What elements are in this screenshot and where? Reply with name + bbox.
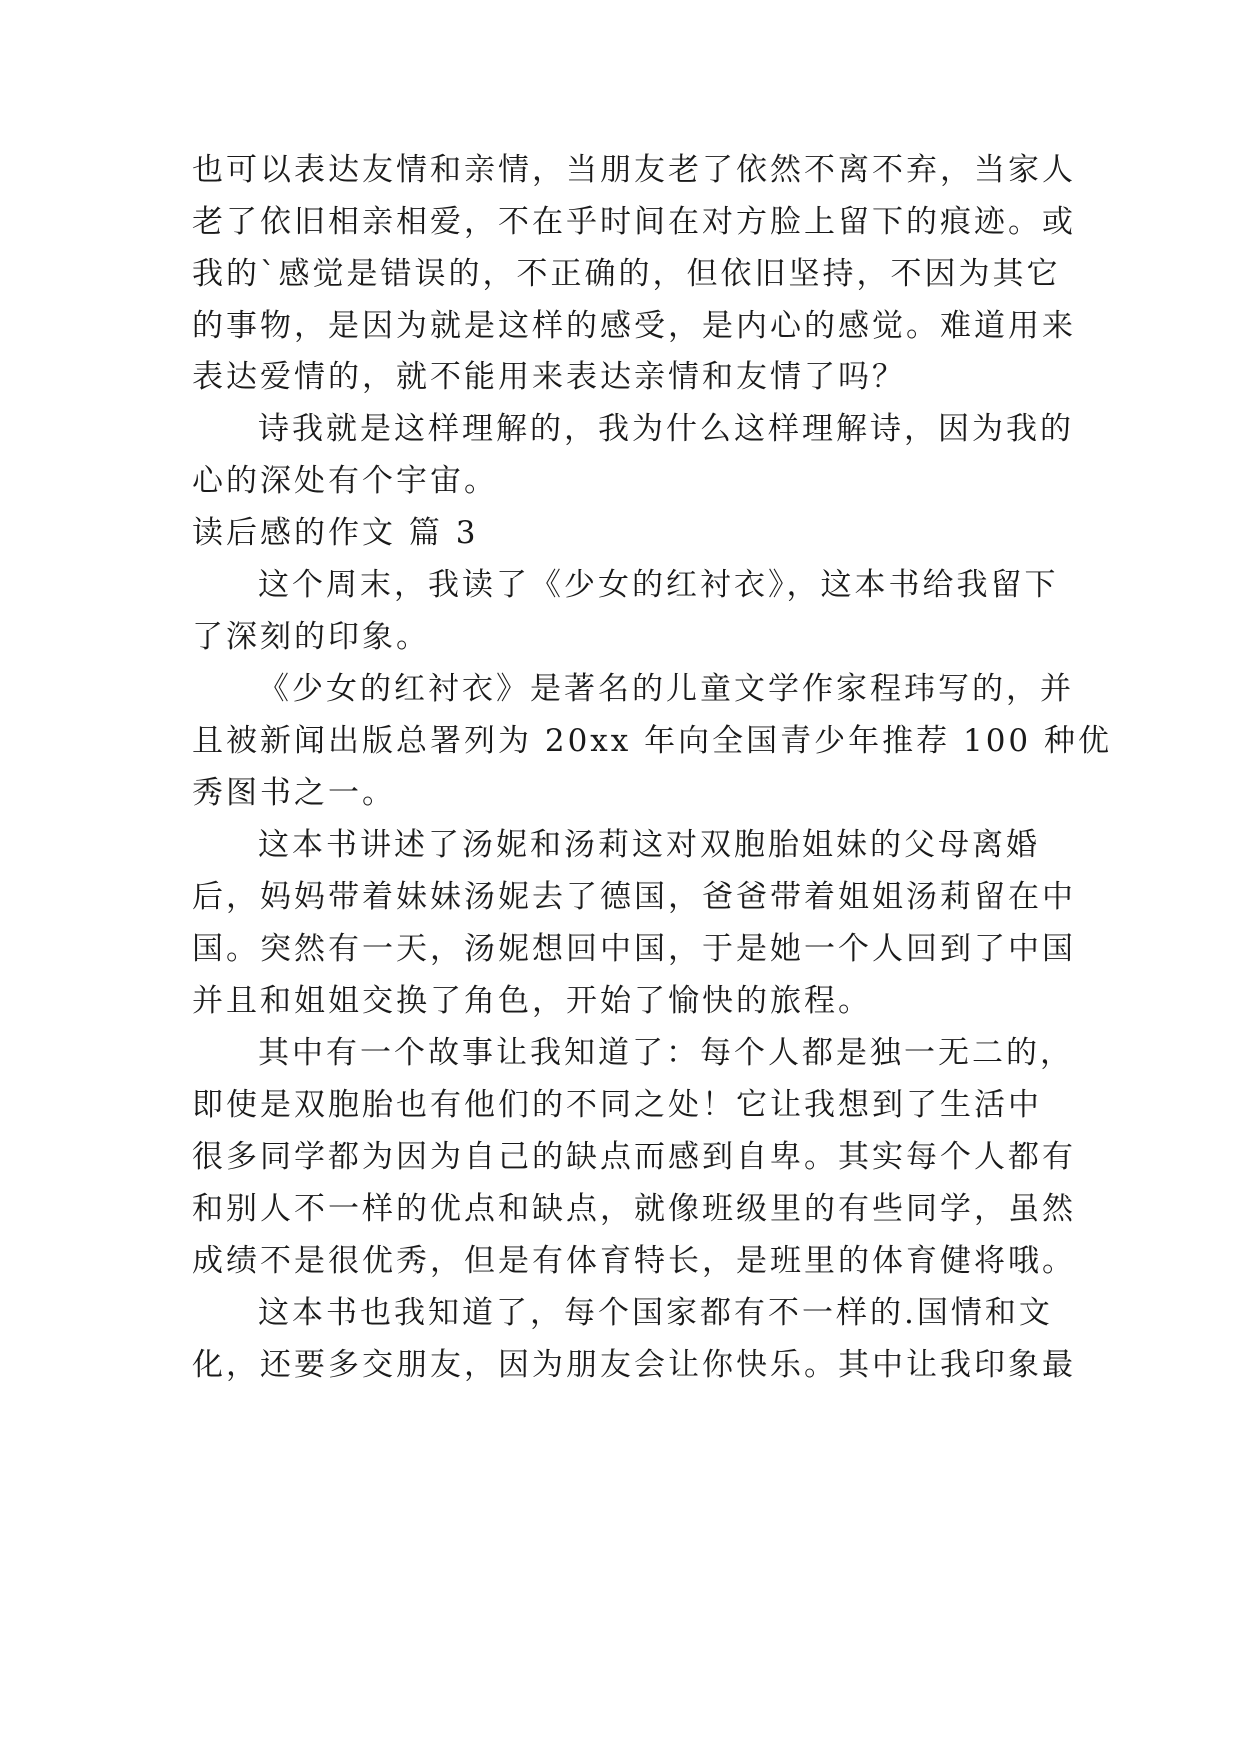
text-line: 的事物，是因为就是这样的感受，是内心的感觉。难道用来	[192, 308, 1076, 344]
text-line: 和别人不一样的优点和缺点，就像班级里的有些同学，虽然	[192, 1191, 1076, 1227]
text-line: 也可以表达友情和亲情，当朋友老了依然不离不弃，当家人	[192, 152, 1076, 188]
text-line: 老了依旧相亲相爱，不在乎时间在对方脸上留下的痕迹。或	[192, 204, 1076, 240]
paragraph-first-line: 这本书讲述了汤妮和汤莉这对双胞胎姐妹的父母离婚	[258, 827, 1040, 863]
paragraph-first-line: 《少女的红衬衣》是著名的儿童文学作家程玮写的，并	[258, 671, 1074, 707]
text-line: 且被新闻出版总署列为 20xx 年向全国青少年推荐 100 种优	[192, 723, 1112, 759]
paragraph-first-line: 其中有一个故事让我知道了：每个人都是独一无二的，	[258, 1035, 1074, 1071]
text-line: 即使是双胞胎也有他们的不同之处！它让我想到了生活中	[192, 1087, 1042, 1123]
text-line: 后，妈妈带着妹妹汤妮去了德国，爸爸带着姐姐汤莉留在中	[192, 879, 1076, 915]
text-line: 表达爱情的，就不能用来表达亲情和友情了吗？	[192, 359, 906, 395]
text-line: 我的`感觉是错误的，不正确的，但依旧坚持，不因为其它	[192, 256, 1061, 292]
text-line: 成绩不是很优秀，但是有体育特长，是班里的体育健将哦。	[192, 1243, 1076, 1279]
text-line: 很多同学都为因为自己的缺点而感到自卑。其实每个人都有	[192, 1139, 1076, 1175]
text-line: 国。突然有一天，汤妮想回中国，于是她一个人回到了中国	[192, 931, 1076, 967]
paragraph-first-line: 诗我就是这样理解的，我为什么这样理解诗，因为我的	[258, 411, 1074, 447]
text-line: 秀图书之一。	[192, 775, 396, 811]
section-heading: 读后感的作文 篇 3	[192, 515, 479, 551]
text-line: 化，还要多交朋友，因为朋友会让你快乐。其中让我印象最	[192, 1347, 1076, 1383]
paragraph-first-line: 这个周末，我读了《少女的红衬衣》，这本书给我留下	[258, 567, 1059, 603]
text-line: 了深刻的印象。	[192, 619, 430, 655]
paragraph-first-line: 这本书也我知道了，每个国家都有不一样的.国情和文	[258, 1295, 1053, 1331]
text-line: 并且和姐姐交换了角色，开始了愉快的旅程。	[192, 983, 872, 1019]
text-line: 心的深处有个宇宙。	[192, 463, 498, 499]
